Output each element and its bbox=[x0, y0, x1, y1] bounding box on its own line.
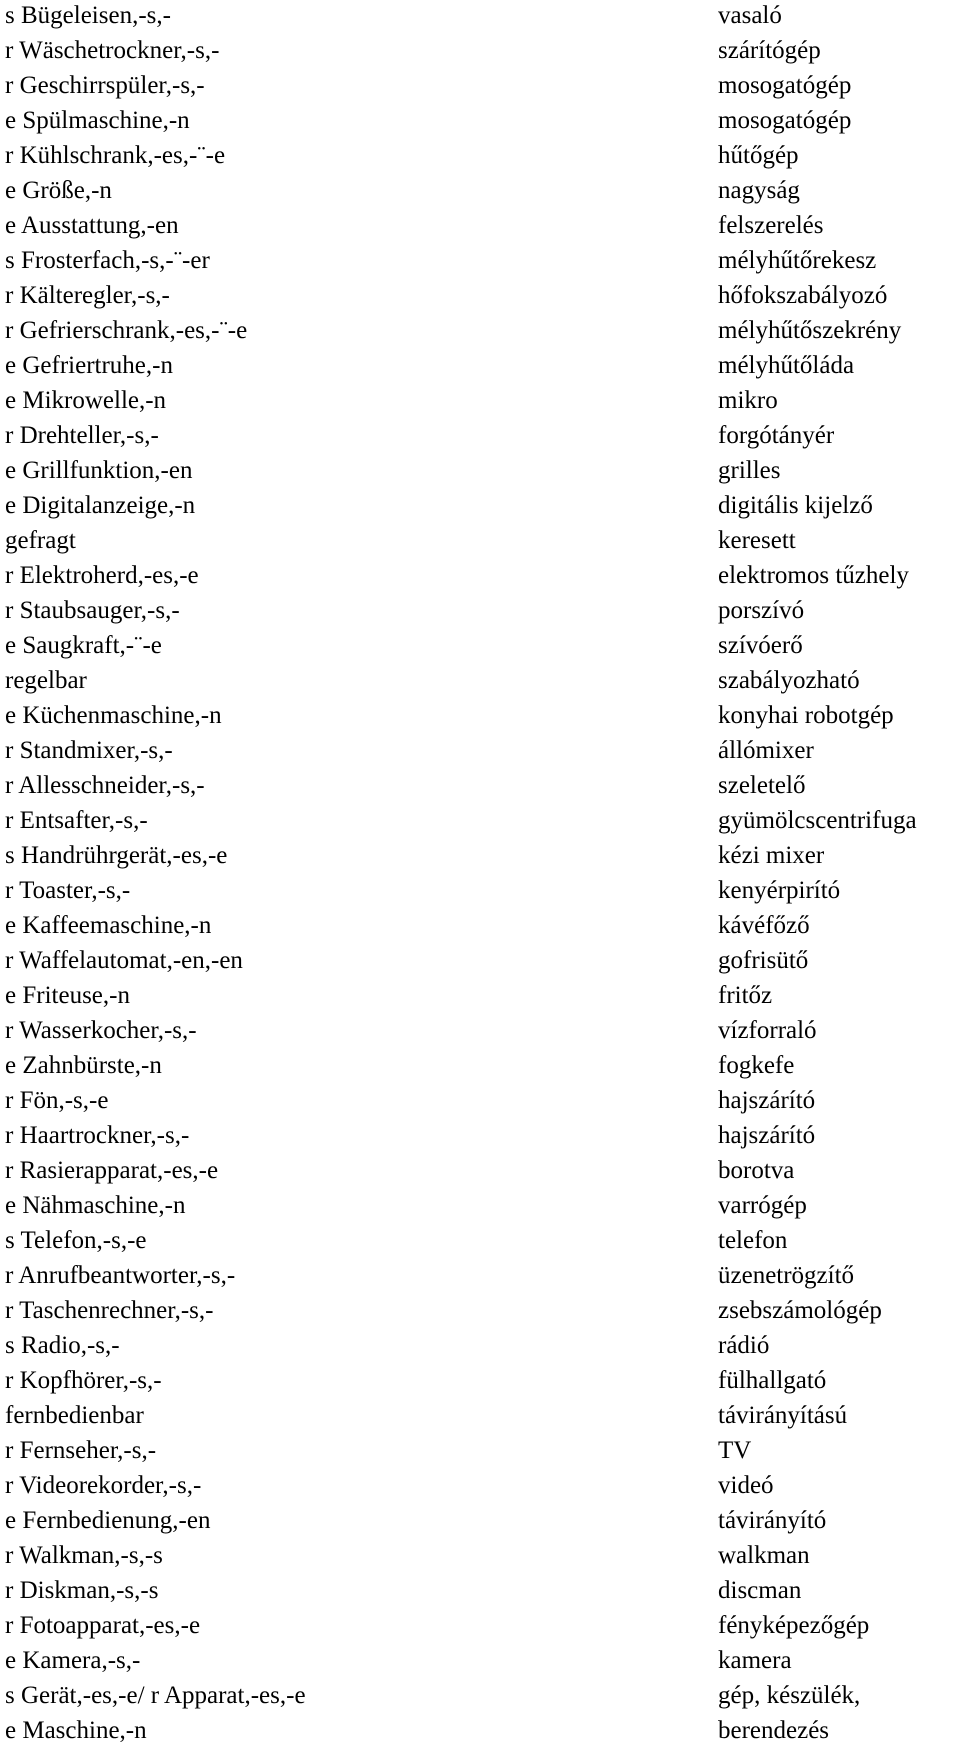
german-term: s Telefon,-s,-e bbox=[5, 1227, 147, 1254]
german-term: r Allesschneider,-s,- bbox=[5, 772, 205, 799]
vocab-row bbox=[0, 1118, 960, 1153]
vocab-row bbox=[0, 1293, 960, 1328]
hungarian-translation: konyhai robotgép bbox=[718, 702, 894, 729]
vocab-row bbox=[0, 1363, 960, 1398]
vocab-row bbox=[0, 1678, 960, 1713]
vocab-row bbox=[0, 523, 960, 558]
hungarian-translation: felszerelés bbox=[718, 212, 824, 239]
vocab-row bbox=[0, 1608, 960, 1643]
hungarian-translation: gép, készülék, bbox=[718, 1682, 861, 1709]
german-term: r Kälteregler,-s,- bbox=[5, 282, 170, 309]
hungarian-translation: mosogatógép bbox=[718, 72, 852, 99]
hungarian-translation: mosogatógép bbox=[718, 107, 852, 134]
vocab-row bbox=[0, 1433, 960, 1468]
german-term: r Wasserkocher,-s,- bbox=[5, 1017, 197, 1044]
hungarian-translation: kávéfőző bbox=[718, 912, 810, 939]
hungarian-translation: mélyhűtőszekrény bbox=[718, 317, 902, 344]
vocab-row bbox=[0, 68, 960, 103]
german-term: r Staubsauger,-s,- bbox=[5, 597, 180, 624]
german-term: e Gefriertruhe,-n bbox=[5, 352, 173, 379]
hungarian-translation: elektromos tűzhely bbox=[718, 562, 909, 589]
german-term: e Ausstattung,-en bbox=[5, 212, 179, 239]
german-term: r Drehteller,-s,- bbox=[5, 422, 159, 449]
vocab-row bbox=[0, 733, 960, 768]
hungarian-translation: kézi mixer bbox=[718, 842, 825, 869]
hungarian-translation: nagyság bbox=[718, 177, 800, 204]
german-term: s Gerät,-es,-e/ r Apparat,-es,-e bbox=[5, 1682, 306, 1709]
german-term: r Diskman,-s,-s bbox=[5, 1577, 159, 1604]
german-term: r Elektroherd,-es,-e bbox=[5, 562, 199, 589]
hungarian-translation: szabályozható bbox=[718, 667, 860, 694]
hungarian-translation: kenyérpirító bbox=[718, 877, 841, 904]
vocab-row bbox=[0, 1573, 960, 1608]
vocab-row bbox=[0, 873, 960, 908]
vocab-row bbox=[0, 313, 960, 348]
german-term: e Kamera,-s,- bbox=[5, 1647, 141, 1674]
german-term: e Küchenmaschine,-n bbox=[5, 702, 222, 729]
german-term: r Fotoapparat,-es,-e bbox=[5, 1612, 201, 1639]
hungarian-translation: telefon bbox=[718, 1227, 788, 1254]
vocab-row bbox=[0, 418, 960, 453]
hungarian-translation: szeletelő bbox=[718, 772, 806, 799]
vocab-row bbox=[0, 1328, 960, 1363]
german-term: gefragt bbox=[5, 527, 76, 554]
german-term: e Kaffeemaschine,-n bbox=[5, 912, 212, 939]
german-term: r Walkman,-s,-s bbox=[5, 1542, 163, 1569]
vocab-row bbox=[0, 663, 960, 698]
german-term: r Gefrierschrank,-es,-¨-e bbox=[5, 317, 248, 344]
german-term: r Kühlschrank,-es,-¨-e bbox=[5, 142, 226, 169]
vocab-row bbox=[0, 768, 960, 803]
german-term: r Anrufbeantworter,-s,- bbox=[5, 1262, 236, 1289]
hungarian-translation: berendezés bbox=[718, 1717, 830, 1744]
vocab-row bbox=[0, 803, 960, 838]
hungarian-translation: vasaló bbox=[718, 2, 782, 29]
vocab-row bbox=[0, 103, 960, 138]
vocab-row bbox=[0, 908, 960, 943]
german-term: e Spülmaschine,-n bbox=[5, 107, 190, 134]
hungarian-translation: mélyhűtőláda bbox=[718, 352, 855, 379]
german-term: e Saugkraft,-¨-e bbox=[5, 632, 162, 659]
vocab-row bbox=[0, 278, 960, 313]
hungarian-translation: keresett bbox=[718, 527, 796, 554]
german-term: e Fernbedienung,-en bbox=[5, 1507, 211, 1534]
hungarian-translation: kamera bbox=[718, 1647, 792, 1674]
hungarian-translation: szárítógép bbox=[718, 37, 821, 64]
hungarian-translation: porszívó bbox=[718, 597, 805, 624]
german-term: r Entsafter,-s,- bbox=[5, 807, 148, 834]
hungarian-translation: mikro bbox=[718, 387, 778, 414]
german-term: e Maschine,-n bbox=[5, 1717, 147, 1744]
hungarian-translation: borotva bbox=[718, 1157, 795, 1184]
vocab-row bbox=[0, 243, 960, 278]
hungarian-translation: üzenetrögzítő bbox=[718, 1262, 855, 1289]
german-term: r Geschirrspüler,-s,- bbox=[5, 72, 205, 99]
vocab-row bbox=[0, 838, 960, 873]
german-term: s Frosterfach,-s,-¨-er bbox=[5, 247, 210, 274]
hungarian-translation: távirányítású bbox=[718, 1402, 848, 1429]
hungarian-translation: szívóerő bbox=[718, 632, 803, 659]
hungarian-translation: mélyhűtőrekesz bbox=[718, 247, 877, 274]
german-term: s Handrührgerät,-es,-e bbox=[5, 842, 228, 869]
german-term: r Fernseher,-s,- bbox=[5, 1437, 157, 1464]
german-term: r Wäschetrockner,-s,- bbox=[5, 37, 220, 64]
vocab-row bbox=[0, 628, 960, 663]
vocab-row bbox=[0, 1188, 960, 1223]
german-term: r Rasierapparat,-es,-e bbox=[5, 1157, 219, 1184]
vocab-row bbox=[0, 1223, 960, 1258]
german-term: r Haartrockner,-s,- bbox=[5, 1122, 190, 1149]
german-term: r Taschenrechner,-s,- bbox=[5, 1297, 214, 1324]
vocab-row bbox=[0, 1643, 960, 1678]
vocab-row bbox=[0, 1258, 960, 1293]
hungarian-translation: forgótányér bbox=[718, 422, 835, 449]
vocab-row bbox=[0, 558, 960, 593]
hungarian-translation: állómixer bbox=[718, 737, 814, 764]
hungarian-translation: discman bbox=[718, 1577, 802, 1604]
vocab-row bbox=[0, 173, 960, 208]
hungarian-translation: hajszárító bbox=[718, 1087, 816, 1114]
hungarian-translation: rádió bbox=[718, 1332, 770, 1359]
german-term: s Bügeleisen,-s,- bbox=[5, 2, 171, 29]
vocab-row bbox=[0, 978, 960, 1013]
vocab-row bbox=[0, 1153, 960, 1188]
german-term: s Radio,-s,- bbox=[5, 1332, 120, 1359]
vocab-row bbox=[0, 1048, 960, 1083]
hungarian-translation: gyümölcscentrifuga bbox=[718, 807, 917, 834]
hungarian-translation: gofrisütő bbox=[718, 947, 809, 974]
hungarian-translation: videó bbox=[718, 1472, 774, 1499]
vocab-row bbox=[0, 383, 960, 418]
vocab-row bbox=[0, 1503, 960, 1538]
german-term: r Fön,-s,-e bbox=[5, 1087, 109, 1114]
hungarian-translation: grilles bbox=[718, 457, 781, 484]
german-term: e Grillfunktion,-en bbox=[5, 457, 193, 484]
german-term: fernbedienbar bbox=[5, 1402, 144, 1429]
hungarian-translation: távirányító bbox=[718, 1507, 827, 1534]
hungarian-translation: hűtőgép bbox=[718, 142, 799, 169]
vocab-row bbox=[0, 33, 960, 68]
german-term: e Größe,-n bbox=[5, 177, 112, 204]
german-term: e Mikrowelle,-n bbox=[5, 387, 167, 414]
vocab-row bbox=[0, 1713, 960, 1748]
german-term: r Waffelautomat,-en,-en bbox=[5, 947, 243, 974]
vocab-row bbox=[0, 698, 960, 733]
vocab-row bbox=[0, 488, 960, 523]
vocab-row bbox=[0, 138, 960, 173]
german-term: e Friteuse,-n bbox=[5, 982, 130, 1009]
vocab-row bbox=[0, 348, 960, 383]
vocab-row bbox=[0, 1013, 960, 1048]
hungarian-translation: fülhallgató bbox=[718, 1367, 827, 1394]
german-term: regelbar bbox=[5, 667, 87, 694]
hungarian-translation: zsebszámológép bbox=[718, 1297, 882, 1324]
vocab-row bbox=[0, 1538, 960, 1573]
german-term: r Kopfhörer,-s,- bbox=[5, 1367, 162, 1394]
hungarian-translation: fogkefe bbox=[718, 1052, 795, 1079]
vocab-row bbox=[0, 943, 960, 978]
hungarian-translation: varrógép bbox=[718, 1192, 807, 1219]
german-term: e Digitalanzeige,-n bbox=[5, 492, 196, 519]
vocab-row bbox=[0, 0, 960, 33]
german-term: e Nähmaschine,-n bbox=[5, 1192, 186, 1219]
hungarian-translation: fényképezőgép bbox=[718, 1612, 870, 1639]
hungarian-translation: TV bbox=[718, 1437, 752, 1464]
vocab-row bbox=[0, 453, 960, 488]
vocab-row bbox=[0, 1083, 960, 1118]
hungarian-translation: hőfokszabályozó bbox=[718, 282, 888, 309]
vocab-row bbox=[0, 593, 960, 628]
hungarian-translation: hajszárító bbox=[718, 1122, 816, 1149]
german-term: r Videorekorder,-s,- bbox=[5, 1472, 202, 1499]
hungarian-translation: fritőz bbox=[718, 982, 773, 1009]
german-term: r Toaster,-s,- bbox=[5, 877, 131, 904]
vocab-row bbox=[0, 208, 960, 243]
hungarian-translation: vízforraló bbox=[718, 1017, 817, 1044]
hungarian-translation: digitális kijelző bbox=[718, 492, 873, 519]
vocab-row bbox=[0, 1398, 960, 1433]
german-term: e Zahnbürste,-n bbox=[5, 1052, 162, 1079]
german-term: r Standmixer,-s,- bbox=[5, 737, 173, 764]
hungarian-translation: walkman bbox=[718, 1542, 810, 1569]
vocab-row bbox=[0, 1468, 960, 1503]
